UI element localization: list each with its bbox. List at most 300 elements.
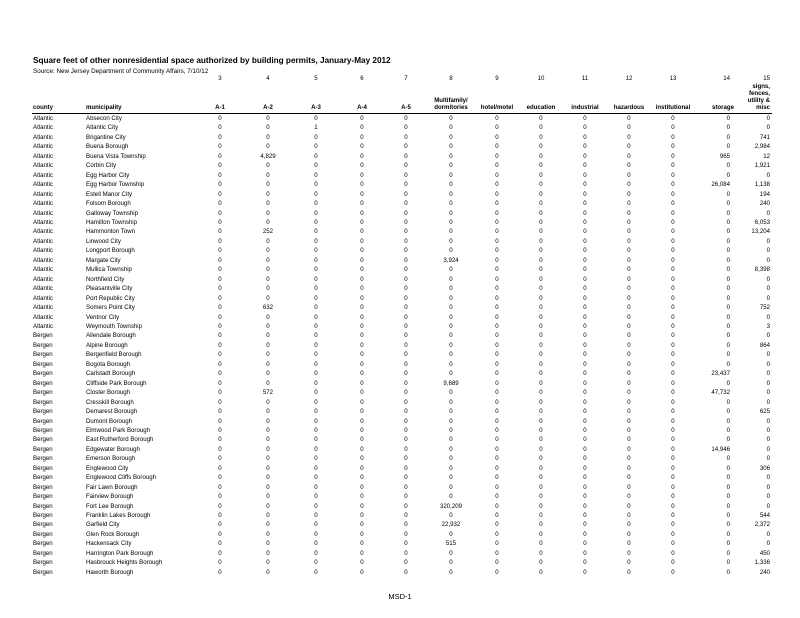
value-cell: 0 xyxy=(539,228,543,236)
municipality-cell: Fort Lee Borough xyxy=(86,502,134,510)
value-cell: 0 xyxy=(583,124,587,132)
value-cell: 0 xyxy=(449,275,453,283)
value-cell: 0 xyxy=(495,256,499,264)
value-cell: 0 xyxy=(495,162,499,170)
value-cell: 0 xyxy=(539,568,543,576)
value-cell: 0 xyxy=(495,275,499,283)
column-number: 3 xyxy=(218,75,222,82)
value-cell: 0 xyxy=(404,530,408,538)
municipality-cell: Harrington Park Borough xyxy=(86,549,154,557)
value-cell: 0 xyxy=(627,464,631,472)
value-cell: 0 xyxy=(266,275,270,283)
municipality-cell: Cresskill Borough xyxy=(86,398,134,406)
value-cell: 0 xyxy=(671,332,675,340)
value-cell: 0 xyxy=(314,389,318,397)
value-cell: 0 xyxy=(404,143,408,151)
value-cell: 0 xyxy=(404,464,408,472)
municipality-cell: Cliffside Park Borough xyxy=(86,379,147,387)
value-cell: 0 xyxy=(404,445,408,453)
value-cell: 0 xyxy=(218,115,222,122)
county-cell: Bergen xyxy=(33,464,53,472)
value-cell: 0 xyxy=(218,285,222,293)
value-cell: 0 xyxy=(495,474,499,482)
value-cell: 0 xyxy=(726,266,730,274)
municipality-cell: Pleasantville City xyxy=(86,285,133,293)
value-cell: 0 xyxy=(360,426,364,434)
value-cell: 0 xyxy=(449,304,453,312)
value-cell: 0 xyxy=(495,389,499,397)
value-cell: 0 xyxy=(360,247,364,255)
value-cell: 0 xyxy=(404,275,408,283)
county-cell: Bergen xyxy=(33,493,53,501)
value-cell: 0 xyxy=(404,332,408,340)
value-cell: 0 xyxy=(671,152,675,160)
table-row xyxy=(32,171,772,180)
municipality-cell: Hasbrouck Heights Borough xyxy=(86,559,163,567)
header-storage: storage xyxy=(711,104,734,111)
value-cell: 0 xyxy=(266,171,270,179)
value-cell: 0 xyxy=(404,247,408,255)
value-cell: 3,924 xyxy=(443,256,459,264)
value-cell: 0 xyxy=(495,200,499,208)
value-cell: 0 xyxy=(627,304,631,312)
table-row xyxy=(32,199,772,208)
value-cell: 0 xyxy=(495,436,499,444)
value-cell: 0 xyxy=(449,285,453,293)
value-cell: 0 xyxy=(266,445,270,453)
value-cell: 0 xyxy=(766,285,770,293)
value-cell: 0 xyxy=(583,398,587,406)
value-cell: 0 xyxy=(627,152,631,160)
value-cell: 0 xyxy=(266,417,270,425)
header-hotel-motel: hotel/motel xyxy=(480,104,514,111)
value-cell: 0 xyxy=(495,559,499,567)
value-cell: 0 xyxy=(266,332,270,340)
value-cell: 632 xyxy=(262,304,274,312)
value-cell: 0 xyxy=(671,115,675,122)
column-number: 5 xyxy=(314,75,318,82)
value-cell: 0 xyxy=(404,152,408,160)
municipality-cell: Hackensack City xyxy=(86,540,132,548)
value-cell: 0 xyxy=(726,304,730,312)
value-cell: 0 xyxy=(539,436,543,444)
value-cell: 0 xyxy=(218,483,222,491)
table-row xyxy=(32,114,772,123)
value-cell: 0 xyxy=(671,483,675,491)
county-cell: Bergen xyxy=(33,332,53,340)
value-cell: 0 xyxy=(766,115,770,122)
column-number: 9 xyxy=(495,75,499,82)
value-cell: 0 xyxy=(495,464,499,472)
value-cell: 0 xyxy=(218,474,222,482)
table-row xyxy=(32,133,772,142)
value-cell: 0 xyxy=(726,549,730,557)
value-cell: 0 xyxy=(360,162,364,170)
value-cell: 6,053 xyxy=(754,218,770,226)
county-cell: Atlantic xyxy=(33,313,53,321)
value-cell: 0 xyxy=(583,133,587,141)
value-cell: 0 xyxy=(314,115,318,122)
header-industrial: industrial xyxy=(571,104,599,111)
value-cell: 0 xyxy=(726,228,730,236)
value-cell: 0 xyxy=(627,247,631,255)
value-cell: 0 xyxy=(539,209,543,217)
county-cell: Atlantic xyxy=(33,304,53,312)
value-cell: 0 xyxy=(360,464,364,472)
header-county: county xyxy=(33,104,53,111)
value-cell: 0 xyxy=(583,549,587,557)
value-cell: 0 xyxy=(218,426,222,434)
value-cell: 0 xyxy=(218,351,222,359)
municipality-cell: Buena Borough xyxy=(86,143,129,151)
value-cell: 0 xyxy=(539,143,543,151)
value-cell: 0 xyxy=(671,143,675,151)
value-cell: 0 xyxy=(495,360,499,368)
header-a2: A-2 xyxy=(263,104,273,111)
value-cell: 0 xyxy=(726,436,730,444)
value-cell: 0 xyxy=(218,171,222,179)
value-cell: 0 xyxy=(583,294,587,302)
value-cell: 0 xyxy=(671,200,675,208)
value-cell: 0 xyxy=(266,398,270,406)
value-cell: 0 xyxy=(495,426,499,434)
value-cell: 0 xyxy=(583,209,587,217)
value-cell: 0 xyxy=(539,493,543,501)
value-cell: 0 xyxy=(360,275,364,283)
value-cell: 0 xyxy=(266,218,270,226)
municipality-cell: Hamilton Township xyxy=(86,218,138,226)
value-cell: 0 xyxy=(627,474,631,482)
value-cell: 0 xyxy=(627,294,631,302)
value-cell: 0 xyxy=(495,379,499,387)
value-cell: 0 xyxy=(218,181,222,189)
table-row xyxy=(32,568,772,577)
value-cell: 0 xyxy=(627,256,631,264)
value-cell: 0 xyxy=(495,228,499,236)
value-cell: 0 xyxy=(726,143,730,151)
table-row xyxy=(32,350,772,359)
value-cell: 0 xyxy=(266,408,270,416)
value-cell: 0 xyxy=(671,389,675,397)
value-cell: 23,437 xyxy=(711,370,730,378)
value-cell: 0 xyxy=(266,256,270,264)
column-number-row xyxy=(32,74,772,83)
municipality-cell: Absecon City xyxy=(86,115,122,122)
value-cell: 306 xyxy=(759,464,770,472)
value-cell: 0 xyxy=(360,190,364,198)
value-cell: 0 xyxy=(360,237,364,245)
value-cell: 0 xyxy=(671,294,675,302)
value-cell: 0 xyxy=(360,436,364,444)
value-cell: 0 xyxy=(404,133,408,141)
value-cell: 0 xyxy=(671,540,675,548)
value-cell: 0 xyxy=(671,218,675,226)
header-row xyxy=(32,83,772,114)
value-cell: 0 xyxy=(539,417,543,425)
value-cell: 0 xyxy=(360,133,364,141)
value-cell: 752 xyxy=(759,304,770,312)
value-cell: 0 xyxy=(671,285,675,293)
value-cell: 0 xyxy=(766,171,770,179)
value-cell: 0 xyxy=(495,190,499,198)
value-cell: 0 xyxy=(726,474,730,482)
value-cell: 0 xyxy=(404,304,408,312)
value-cell: 0 xyxy=(539,171,543,179)
value-cell: 0 xyxy=(583,417,587,425)
page-footer: MSD-1 xyxy=(388,592,412,601)
value-cell: 0 xyxy=(404,417,408,425)
value-cell: 0 xyxy=(766,540,770,548)
value-cell: 0 xyxy=(627,275,631,283)
value-cell: 0 xyxy=(314,426,318,434)
value-cell: 0 xyxy=(583,530,587,538)
value-cell: 0 xyxy=(726,398,730,406)
value-cell: 0 xyxy=(583,332,587,340)
value-cell: 0 xyxy=(314,162,318,170)
table-row xyxy=(32,152,772,161)
table-row xyxy=(32,426,772,435)
value-cell: 0 xyxy=(583,474,587,482)
value-cell: 0 xyxy=(583,200,587,208)
table-row xyxy=(32,502,772,511)
value-cell: 0 xyxy=(266,124,270,132)
value-cell: 0 xyxy=(218,304,222,312)
value-cell: 0 xyxy=(404,171,408,179)
value-cell: 0 xyxy=(449,474,453,482)
value-cell: 0 xyxy=(726,133,730,141)
value-cell: 0 xyxy=(449,228,453,236)
value-cell: 0 xyxy=(449,313,453,321)
value-cell: 0 xyxy=(449,190,453,198)
table-row xyxy=(32,539,772,548)
value-cell: 0 xyxy=(726,493,730,501)
column-number: 4 xyxy=(266,75,270,82)
value-cell: 0 xyxy=(726,483,730,491)
value-cell: 0 xyxy=(266,540,270,548)
value-cell: 22,932 xyxy=(441,521,461,529)
value-cell: 9,689 xyxy=(443,379,459,387)
value-cell: 0 xyxy=(726,559,730,567)
value-cell: 0 xyxy=(627,379,631,387)
value-cell: 0 xyxy=(627,455,631,463)
value-cell: 0 xyxy=(627,502,631,510)
value-cell: 0 xyxy=(449,218,453,226)
value-cell: 0 xyxy=(495,568,499,576)
value-cell: 0 xyxy=(627,162,631,170)
value-cell: 0 xyxy=(218,218,222,226)
value-cell: 0 xyxy=(314,521,318,529)
value-cell: 0 xyxy=(266,322,270,330)
value-cell: 0 xyxy=(627,351,631,359)
value-cell: 0 xyxy=(583,426,587,434)
value-cell: 0 xyxy=(726,200,730,208)
value-cell: 0 xyxy=(726,426,730,434)
value-cell: 0 xyxy=(583,218,587,226)
value-cell: 0 xyxy=(726,455,730,463)
county-cell: Bergen xyxy=(33,445,53,453)
value-cell: 450 xyxy=(759,549,770,557)
value-cell: 0 xyxy=(726,294,730,302)
value-cell: 0 xyxy=(671,464,675,472)
value-cell: 0 xyxy=(266,200,270,208)
value-cell: 0 xyxy=(266,370,270,378)
value-cell: 0 xyxy=(266,360,270,368)
value-cell: 0 xyxy=(671,417,675,425)
value-cell: 0 xyxy=(218,124,222,132)
value-cell: 0 xyxy=(766,455,770,463)
value-cell: 0 xyxy=(671,559,675,567)
value-cell: 0 xyxy=(404,483,408,491)
value-cell: 0 xyxy=(583,266,587,274)
value-cell: 0 xyxy=(671,341,675,349)
value-cell: 0 xyxy=(449,322,453,330)
county-cell: Bergen xyxy=(33,512,53,520)
value-cell: 0 xyxy=(404,474,408,482)
value-cell: 0 xyxy=(449,332,453,340)
value-cell: 0 xyxy=(495,530,499,538)
value-cell: 0 xyxy=(539,218,543,226)
value-cell: 0 xyxy=(495,483,499,491)
value-cell: 0 xyxy=(266,464,270,472)
value-cell: 0 xyxy=(583,502,587,510)
county-cell: Atlantic xyxy=(33,171,53,179)
value-cell: 0 xyxy=(404,502,408,510)
value-cell: 0 xyxy=(266,341,270,349)
value-cell: 0 xyxy=(360,285,364,293)
county-cell: Bergen xyxy=(33,474,53,482)
table-row xyxy=(32,142,772,151)
value-cell: 0 xyxy=(627,341,631,349)
value-cell: 0 xyxy=(539,200,543,208)
value-cell: 240 xyxy=(759,200,770,208)
value-cell: 0 xyxy=(314,237,318,245)
value-cell: 0 xyxy=(495,322,499,330)
value-cell: 0 xyxy=(449,124,453,132)
value-cell: 2,984 xyxy=(754,143,770,151)
value-cell: 0 xyxy=(671,408,675,416)
value-cell: 0 xyxy=(266,426,270,434)
value-cell: 0 xyxy=(360,540,364,548)
value-cell: 0 xyxy=(583,389,587,397)
value-cell: 0 xyxy=(671,190,675,198)
value-cell: 0 xyxy=(495,408,499,416)
value-cell: 0 xyxy=(449,455,453,463)
value-cell: 0 xyxy=(539,455,543,463)
county-cell: Bergen xyxy=(33,436,53,444)
value-cell: 0 xyxy=(314,512,318,520)
value-cell: 0 xyxy=(360,351,364,359)
county-cell: Bergen xyxy=(33,341,53,349)
county-cell: Bergen xyxy=(33,426,53,434)
municipality-cell: East Rutherford Borough xyxy=(86,436,154,444)
table-row xyxy=(32,360,772,369)
value-cell: 0 xyxy=(360,341,364,349)
county-cell: Atlantic xyxy=(33,285,53,293)
value-cell: 0 xyxy=(539,370,543,378)
county-cell: Atlantic xyxy=(33,237,53,245)
value-cell: 0 xyxy=(671,398,675,406)
value-cell: 0 xyxy=(449,436,453,444)
municipality-cell: Mullica Township xyxy=(86,266,132,274)
value-cell: 0 xyxy=(671,360,675,368)
value-cell: 0 xyxy=(266,266,270,274)
value-cell: 0 xyxy=(404,200,408,208)
value-cell: 0 xyxy=(766,417,770,425)
value-cell: 0 xyxy=(539,332,543,340)
county-cell: Atlantic xyxy=(33,256,53,264)
value-cell: 0 xyxy=(671,171,675,179)
value-cell: 0 xyxy=(583,256,587,264)
value-cell: 0 xyxy=(627,133,631,141)
value-cell: 0 xyxy=(726,540,730,548)
value-cell: 0 xyxy=(627,313,631,321)
county-cell: Atlantic xyxy=(33,190,53,198)
value-cell: 0 xyxy=(583,370,587,378)
value-cell: 0 xyxy=(539,322,543,330)
report-title: Square feet of other nonresidential space authorized by building permits, January-May 2012 xyxy=(33,56,391,65)
value-cell: 0 xyxy=(314,408,318,416)
municipality-cell: Haworth Borough xyxy=(86,568,134,576)
county-cell: Bergen xyxy=(33,417,53,425)
value-cell: 0 xyxy=(583,445,587,453)
value-cell: 0 xyxy=(404,124,408,132)
value-cell: 0 xyxy=(627,209,631,217)
value-cell: 0 xyxy=(314,256,318,264)
value-cell: 0 xyxy=(218,275,222,283)
value-cell: 0 xyxy=(671,502,675,510)
column-number: 11 xyxy=(581,75,589,82)
value-cell: 0 xyxy=(360,568,364,576)
value-cell: 14,946 xyxy=(711,445,730,453)
value-cell: 0 xyxy=(627,483,631,491)
value-cell: 0 xyxy=(314,218,318,226)
column-number: 15 xyxy=(763,75,770,82)
value-cell: 0 xyxy=(495,332,499,340)
value-cell: 0 xyxy=(671,512,675,520)
column-number: 14 xyxy=(723,75,730,82)
value-cell: 0 xyxy=(360,389,364,397)
value-cell: 0 xyxy=(726,171,730,179)
value-cell: 0 xyxy=(539,237,543,245)
value-cell: 0 xyxy=(360,200,364,208)
value-cell: 0 xyxy=(404,181,408,189)
value-cell: 0 xyxy=(218,152,222,160)
municipality-cell: Englewood City xyxy=(86,464,129,472)
value-cell: 47,732 xyxy=(711,389,730,397)
value-cell: 0 xyxy=(449,568,453,576)
value-cell: 0 xyxy=(766,209,770,217)
value-cell: 0 xyxy=(404,285,408,293)
value-cell: 0 xyxy=(360,379,364,387)
value-cell: 0 xyxy=(218,408,222,416)
value-cell: 0 xyxy=(449,549,453,557)
table-row xyxy=(32,398,772,407)
value-cell: 0 xyxy=(404,408,408,416)
value-cell: 0 xyxy=(266,162,270,170)
municipality-cell: Bergenfield Borough xyxy=(86,351,142,359)
value-cell: 0 xyxy=(449,294,453,302)
value-cell: 0 xyxy=(360,181,364,189)
value-cell: 0 xyxy=(266,115,270,122)
value-cell: 0 xyxy=(218,341,222,349)
value-cell: 0 xyxy=(583,237,587,245)
table-row xyxy=(32,265,772,274)
value-cell: 741 xyxy=(759,133,770,141)
table-row xyxy=(32,275,772,284)
value-cell: 0 xyxy=(671,474,675,482)
value-cell: 0 xyxy=(627,200,631,208)
value-cell: 0 xyxy=(539,408,543,416)
